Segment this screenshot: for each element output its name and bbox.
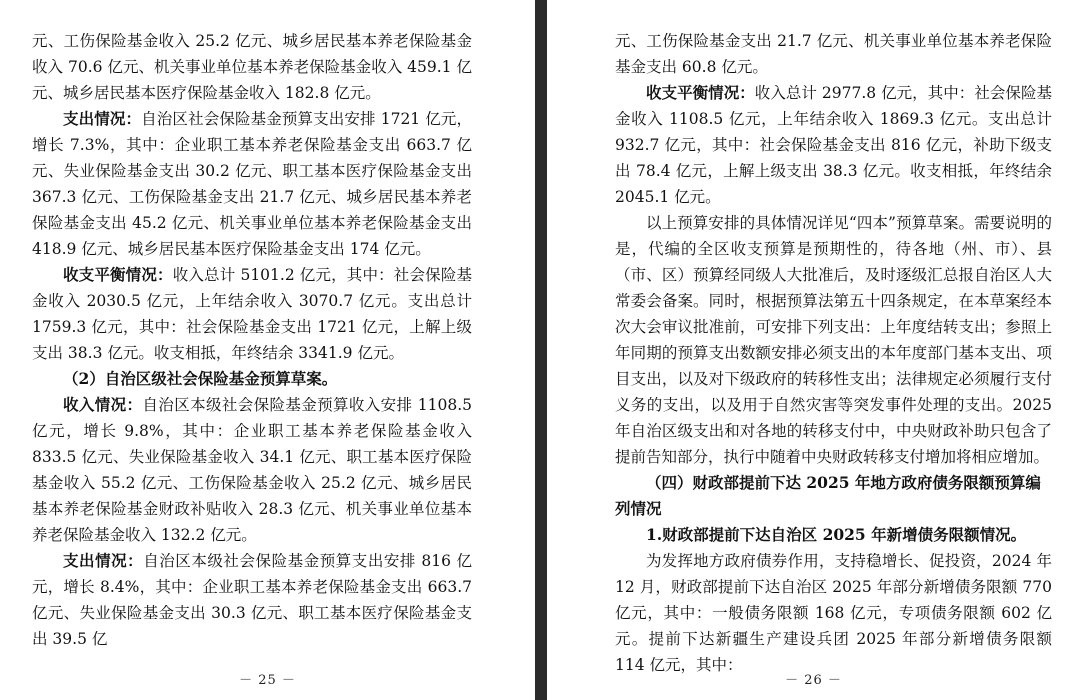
paragraph: 元、工伤保险基金支出 21.7 亿元、机关事业单位基本养老保险基金支出 60.8 亿元。 xyxy=(615,32,1052,76)
page-gutter xyxy=(535,0,547,700)
section-heading: （2）自治区级社会保险基金预算草案。 xyxy=(63,369,338,388)
paragraph-lead: 收支平衡情况： xyxy=(646,83,755,102)
section-heading: （四）财政部提前下达 2025 年地方政府债务限额预算编列情况 xyxy=(615,473,1041,518)
paragraph xyxy=(32,548,472,652)
page-number: － 26 － xyxy=(785,673,842,688)
paragraph: 以上预算安排的具体情况详见“四本”预算草案。需要说明的是，代编的全区收支预算是预期性的，待各地（州、市）、县（市、区）预算经同级人大批准后，及时逐级汇总报自治区人大常委会备案。同时，根据预算法第五十四条规定，在本草案经本次大会审议批准前，可安排下列支出：上年度结转支出；参照上年同期的预算支出数额安排必须支出的本年度部门基本支出、项目支出，以及对下级政府的转移性支出；法律规定必须履行支付义务的支出，以及用于自然灾害等突发事件处理的支出。2025 年自治区级支出和对各地的转移支付中，中央财政补助只包含了提前告知部分，执行中随着中央财政转移支付增加将相应增加。 xyxy=(615,214,1052,466)
paragraph xyxy=(615,80,1052,210)
paragraph: 为发挥地方政府债券作用，支持稳增长、促投资，2024 年 12 月，财政部提前下达自治区 2025 年部分新增债务限额 770 亿元，其中：一般债务限额 168 亿元，专项债务限额 602 亿元。提前下达新疆生产建设兵团 2025 年部分新增债务限额 114 亿元，其中： xyxy=(615,552,1052,674)
paragraph-lead: 支出情况： xyxy=(63,109,142,128)
paragraph-text: 自治区社会保险基金预算支出安排 1721 亿元，增长 7.3%，其中：企业职工基本养老保险基金支出 663.7 亿元、失业保险基金支出 30.2 亿元、职工基本医疗保险基金支出 367.3 亿元、工伤保险基金支出 21.7 亿元、城乡居民基本养老保险基金支出 45.2 亿元、机关事业单位基本养老保险基金支出 418.9 亿元、城乡居民基本医疗保险基金支出 174 亿元。 xyxy=(32,110,472,258)
paragraph-text: 自治区本级社会保险基金预算收入安排 1108.5 亿元，增长 9.8%，其中：企业职工基本养老保险基金收入 833.5 亿元、失业保险基金收入 34.1 亿元、职工基本医疗保险基金收入 55.2 亿元、工伤保险基金收入 25.2 亿元、城乡居民基本养老保险基金财政补贴收入 28.3 亿元、机关事业单位基本养老保险基金收入 132.2 亿元。 xyxy=(32,396,472,544)
paragraph-text: 收入总计 2977.8 亿元，其中：社会保险基金收入 1108.5 亿元，上年结余收入 1869.3 亿元。支出总计 932.7 亿元，其中：社会保险基金支出 816 亿元，补助下级支出 78.4 亿元，上解上级支出 38.3 亿元。收支相抵，年终结余 2045.1 亿元。 xyxy=(615,84,1052,206)
page-number: － 25 － xyxy=(239,673,296,688)
paragraph-text: 收入总计 5101.2 亿元，其中：社会保险基金收入 2030.5 亿元，上年结余收入 3070.7 亿元。支出总计 1759.3 亿元，其中：社会保险基金支出 1721 亿元，上解上级支出 38.3 亿元。收支相抵，年终结余 3341.9 亿元。 xyxy=(32,266,472,362)
paragraph xyxy=(32,392,472,548)
paragraph xyxy=(32,262,472,366)
paragraph: 元、工伤保险基金收入 25.2 亿元、城乡居民基本养老保险基金收入 70.6 亿元、机关事业单位基本养老保险基金收入 459.1 亿元、城乡居民基本医疗保险基金收入 182.8 亿元。 xyxy=(32,32,472,102)
paragraph-lead: 收支平衡情况： xyxy=(63,265,173,284)
paragraph-text: 自治区本级社会保险基金预算支出安排 816 亿元，增长 8.4%，其中：企业职工基本养老保险基金支出 663.7 亿元、失业保险基金支出 30.3 亿元、职工基本医疗保险基金支出 39.5 亿 xyxy=(32,552,472,648)
right-page-body xyxy=(615,28,1052,678)
paragraph xyxy=(32,106,472,262)
paragraph-lead: 收入情况： xyxy=(63,395,143,414)
subsection-heading: 1.财政部提前下达自治区 2025 年新增债务限额情况。 xyxy=(646,525,1027,544)
left-page-body xyxy=(32,28,472,652)
paragraph-lead: 支出情况： xyxy=(63,551,144,570)
left-page xyxy=(0,0,535,700)
